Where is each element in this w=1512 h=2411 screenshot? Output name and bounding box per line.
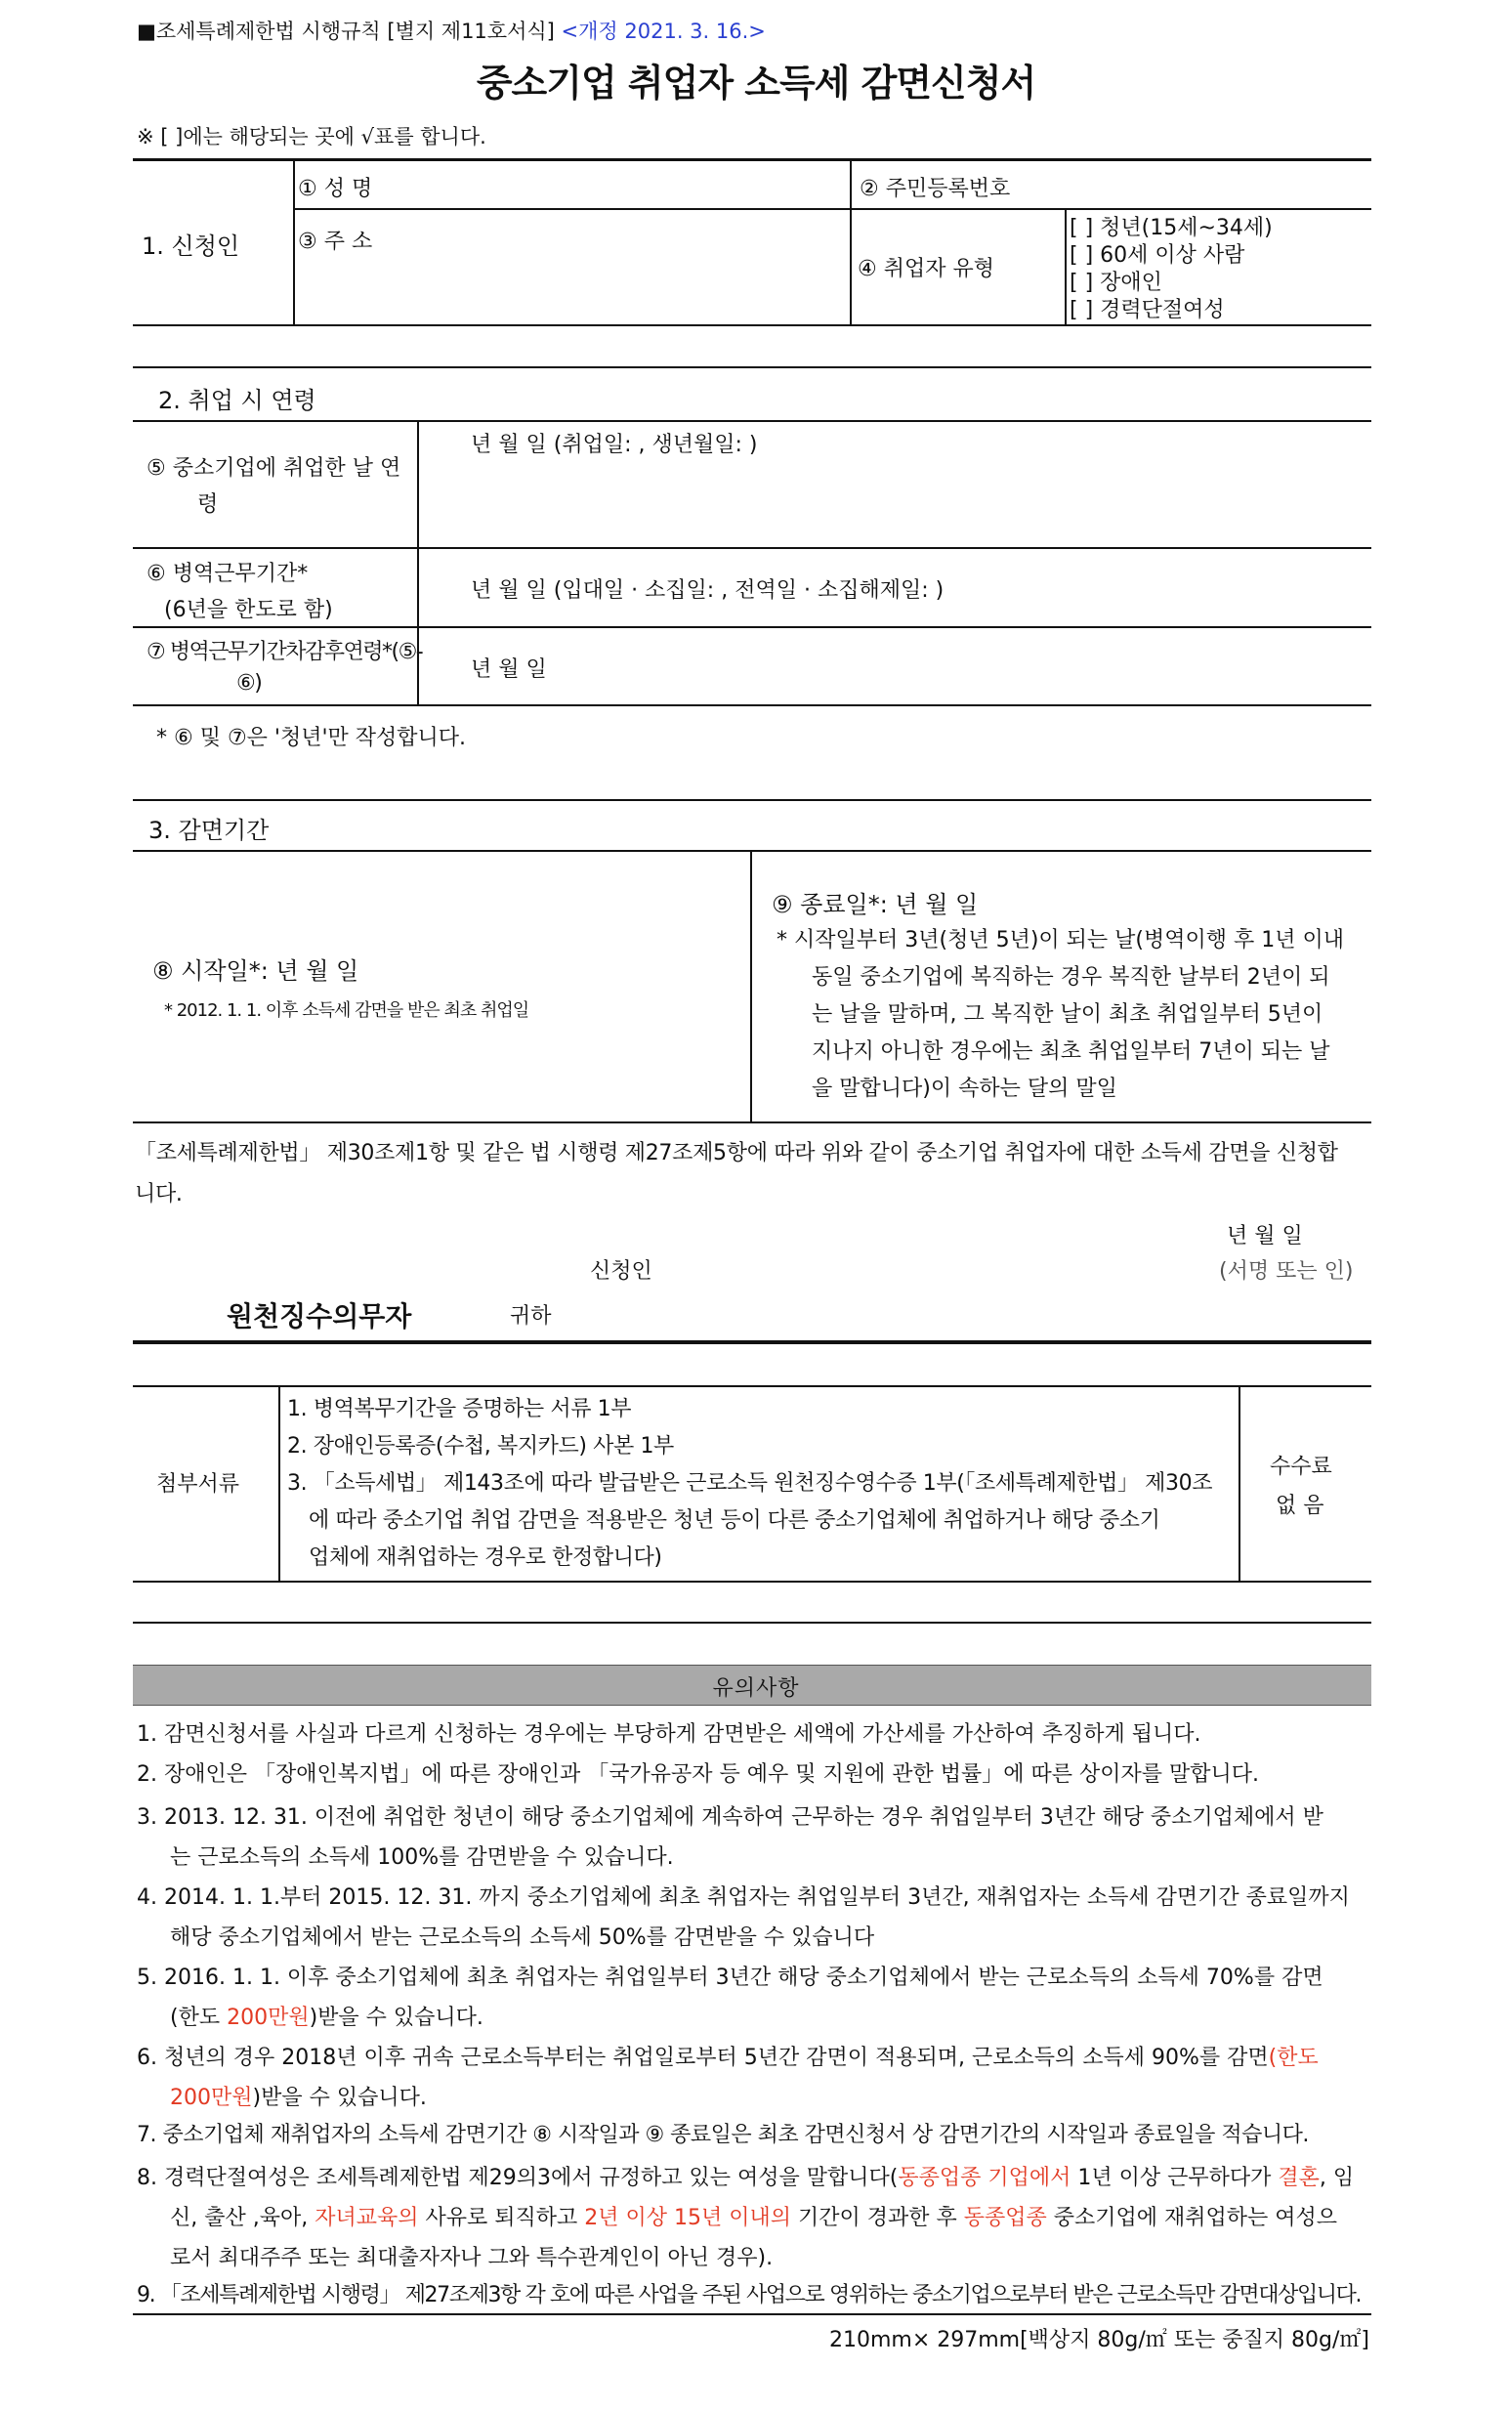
type-option-career-break-woman[interactable]: [ ] 경력단절여성 <box>1070 298 1225 322</box>
name-field-label: ① 성 명 <box>298 177 373 201</box>
attachment-item: 1. 병역복무기간을 증명하는 서류 1부 <box>287 1397 632 1421</box>
address-field-label: ③ 주 소 <box>298 230 373 254</box>
note-4: 4. 2014. 1. 1.부터 2015. 12. 31. 까지 중소기업체에 최초 취업자는 취업일부터 3년간, 재취업자는 소득세 감면기간 종료일까지 해당 중소기업체에서 받는 근로소득의 소득세 50%를 감면받을 수 있습니다 <box>137 1885 1350 1950</box>
row7-label: ⑦ 병역근무기간차감후연령*(⑤- ⑥) <box>147 640 423 696</box>
end-date-label[interactable]: ⑨ 종료일*: 년 월 일 <box>772 891 979 918</box>
declaration-text: 「조세특례제한법」 제30조제1항 및 같은 법 시행령 제27조제5항에 따라 위와 같이 중소기업 취업자에 대한 소득세 감면을 신청합 니다. <box>135 1141 1338 1206</box>
note-5: 5. 2016. 1. 1. 이후 중소기업체에 최초 취업자는 취업일부터 3년간 해당 중소기업체에서 받는 근로소득의 소득세 70%를 감면 (한도 200만원)받을 수 있습니다. <box>137 1966 1323 2030</box>
note-2: 2. 장애인은 「장애인복지법」에 따른 장애인과 「국가유공자 등 예우 및 지원에 관한 법률」에 따른 상이자를 말합니다. <box>137 1762 1259 1787</box>
attachments-label: 첨부서류 <box>156 1472 240 1497</box>
revision-date: <개정 2021. 3. 16.> <box>561 20 766 43</box>
notes-header: 유의사항 <box>712 1676 800 1701</box>
honorific-label: 귀하 <box>510 1304 552 1329</box>
employee-type-label: ④ 취업자 유형 <box>858 257 994 281</box>
section1-label: 1. 신청인 <box>142 233 240 260</box>
type-option-disabled[interactable]: [ ] 장애인 <box>1070 271 1162 295</box>
check-instruction: ※ [ ]에는 해당되는 곳에 √표를 합니다. <box>137 125 486 148</box>
attachments-list <box>287 1391 1212 1577</box>
attachment-item: 3. 「소득세법」 제143조에 따라 발급받은 근로소득 원천징수영수증 1부(「조세특례제한법」 제30조 <box>287 1471 1213 1496</box>
page-title: 중소기업 취업자 소득세 감면신청서 <box>476 62 1036 105</box>
type-option-senior[interactable]: [ ] 60세 이상 사람 <box>1070 243 1245 268</box>
row5-label: ⑤ 중소기업에 취업한 날 연 령 <box>147 456 401 517</box>
attachment-item: 2. 장애인등록증(수첩, 복지카드) 사본 1부 <box>287 1434 674 1459</box>
note-3: 3. 2013. 12. 31. 이전에 취업한 청년이 해당 중소기업체에 계속하여 근무하는 경우 취업일부터 3년간 해당 중소기업체에서 받 는 근로소득의 소득세 100%를 감면받을 수 있습니다. <box>137 1805 1323 1870</box>
declaration-date[interactable]: 년 월 일 <box>1227 1224 1303 1248</box>
section3-label: 3. 감면기간 <box>148 817 270 844</box>
end-date-note: * 시작일부터 3년(청년 5년)이 되는 날(병역이행 후 1년 이내 동일 중소기업에 복직하는 경우 복직한 날부터 2년이 되 는 날을 말하며, 그 복직한 날이 최초 취업일부터 5년이 지나지 아니한 경우에는 최초 취업일부터 7년이 되는 날 을 말합니다)이 속하는 달의 말일 <box>777 928 1344 1101</box>
note-7: 7. 중소기업체 재취업자의 소득세 감면기간 ⑧ 시작일과 ⑨ 종료일은 최초 감면신청서 상 감면기간의 시작일과 종료일을 적습니다. <box>137 2123 1309 2147</box>
attachment-item: 업체에 재취업하는 경우로 한정합니다) <box>309 1545 662 1570</box>
applicant-label: 신청인 <box>590 1259 652 1284</box>
row6-label: ⑥ 병역근무기간* (6년을 한도로 함) <box>147 562 333 622</box>
paper-spec: 210mm× 297mm[백상지 80g/㎡ 또는 중질지 80g/㎡] <box>828 2328 1369 2352</box>
section2-label: 2. 취업 시 연령 <box>158 387 316 414</box>
row5-value[interactable]: 년 월 일 (취업일: , 생년월일: ) <box>471 433 758 457</box>
attachment-item: 에 따라 중소기업 취업 감면을 적용받은 청년 등이 다른 중소기업체에 취업하거나 해당 중소기 <box>309 1508 1160 1533</box>
start-date-note: * 2012. 1. 1. 이후 소득세 감면을 받은 최초 취업일 <box>164 1000 529 1021</box>
note-1: 1. 감면신청서를 사실과 다르게 신청하는 경우에는 부당하게 감면받은 세액에 가산세를 가산하여 추징하게 됩니다. <box>137 1722 1201 1747</box>
signature-field[interactable]: (서명 또는 인) <box>1219 1259 1354 1284</box>
type-option-youth[interactable]: [ ] 청년(15세~34세) <box>1070 216 1273 240</box>
note-6: 6. 청년의 경우 2018년 이후 귀속 근로소득부터는 취업일로부터 5년간 감면이 적용되며, 근로소득의 소득세 90%를 감면(한도 200만원)받을 수 있습니다. <box>137 2046 1319 2110</box>
fee-label: 수수료 <box>1270 1455 1332 1479</box>
youth-footnote: * ⑥ 및 ⑦은 '청년'만 작성합니다. <box>156 726 467 750</box>
start-date-label[interactable]: ⑧ 시작일*: 년 월 일 <box>152 957 359 985</box>
row7-value[interactable]: 년 월 일 <box>471 657 547 682</box>
recipient-label: 원천징수의무자 <box>227 1300 412 1332</box>
note-9: 9. 「조세특례제한법 시행령」 제27조제3항 각 호에 따른 사업을 주된 사업으로 영위하는 중소기업으로부터 받은 근로소득만 감면대상입니다. <box>137 2283 1362 2307</box>
fee-value: 없 음 <box>1276 1494 1324 1518</box>
note-8: 8. 경력단절여성은 조세특례제한법 제29의3에서 규정하고 있는 여성을 말합니다(동종업종 기업에서 1년 이상 근무하다가 결혼, 임 신, 출산 ,육아, 자녀교육의 사유로 퇴직하고 2년 이상 15년 이내의 기간이 경과한 후 동종업종 중소기업에 재취업하는 여성으 로서 최대주주 또는 최대출자자나 그와 특수관계인이 아닌 경우). <box>137 2166 1355 2270</box>
row6-value[interactable]: 년 월 일 (입대일 · 소집일: , 전역일 · 소집해제일: ) <box>471 578 945 603</box>
law-reference: ■조세특례제한법 시행규칙 [별지 제11호서식] <개정 2021. 3. 16.> <box>137 20 766 43</box>
rrn-field-label: ② 주민등록번호 <box>860 177 1011 201</box>
